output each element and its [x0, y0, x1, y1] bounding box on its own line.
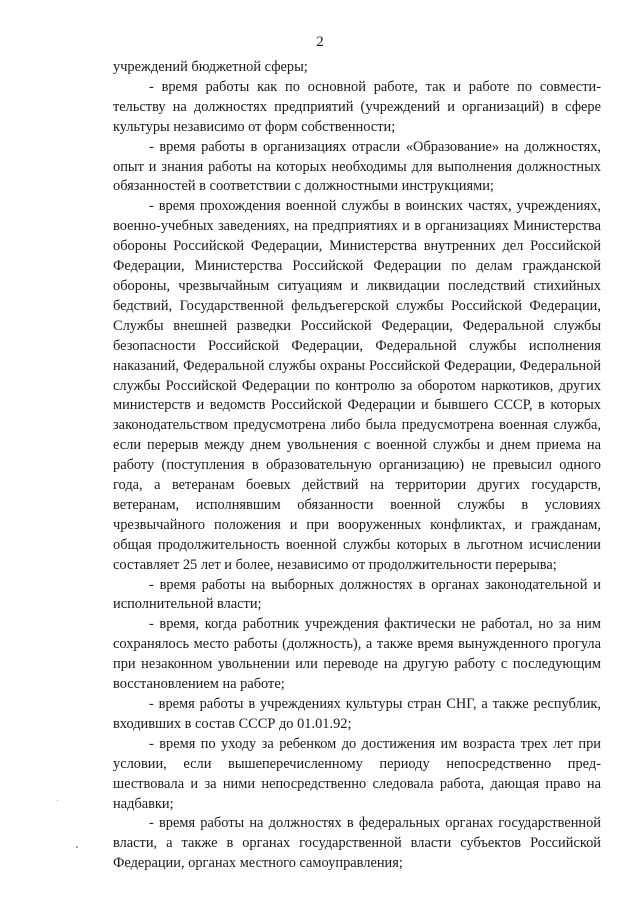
- paragraph-continuation: учреждений бюджетной сферы;: [113, 59, 308, 75]
- paragraph-item: - время по уходу за ребенком до достижения им возраста трех лет при условии, если вышеперечисленному периоду непосредственно предшествовала и за ними непосредственно следовала работа, дающая право на надбавки;: [113, 735, 601, 812]
- paragraph-item: - время, когда работник учреждения фактически не работал, но за ним сохранялось место работы (должность), а также время вынужденного прогула при незаконном увольнении или переводе на другую работу с последующим восстановлением на работе;: [113, 616, 601, 693]
- paragraph-item: - время работы в учреждениях культуры стран СНГ, а также республик, входивших в состав СССР до 01.01.92;: [113, 696, 601, 732]
- paragraph-item: - время работы на выборных должностях в органах законодательной и исполнительной власти;: [113, 576, 601, 613]
- scan-speck: [57, 800, 58, 801]
- paragraph-item: - время прохождения военной службы в воинских частях, учреждениях, военно-учебных заведениях, на предприятиях и в организациях Министерства обороны Российской Федерации, Министерства внутренних дел Российской Федерации, Министерства Российской Федерации по делам гражданской обороны, чрезвычайным ситуациям и ликвидации последствий стихийных бедствий, Государственной фельдъегерской службы Российской Федерации, Службы внешней разведки Российской Федерации, Федеральной службы безопасности Российской Федерации, Федеральной службы исполнения наказаний, Федеральной службы охраны Российской Федерации, Федеральной службы Российской Федерации по контролю за оборотом наркотиков, других министерств и ведомств Российской Федерации и бывшего СССР, в которых законодательством предусмотрена либо была предусмотрена военная служба, если перерыв между днем увольнения с военной службы и днем приема на работу (поступления в образовательную организацию) не превысил одного года, а ветеранам боевых действий на территории других государств, ветеранам, исполнявшим обязанности военной службы в условиях чрезвычайного положения и при вооруженных конфликтах, и гражданам, общая продолжительность военной службы которых в льготном исчислении составляет 25 лет и более, независимо от продолжительности перерыва;: [113, 198, 601, 573]
- page-number: 2: [316, 34, 324, 50]
- document-body: [113, 58, 601, 874]
- paragraph-item: - время работы на должностях в федеральных органах государственной власти, а также в органах государственной власти субъектов Российской Федерации, органах местного самоуправления;: [113, 815, 601, 872]
- paragraph-item: - время работы в организациях отрасли «Образование» на должностях, опыт и знания работы на которых необходимы для выполнения должностных обязанностей в соответствии с должностными инструкциями;: [113, 138, 601, 195]
- paragraph-item: - время работы как по основной работе, так и работе по совместительству на должностях предприятий (учреждений и организаций) в сфере культуры независимо от форм собственности;: [113, 78, 601, 135]
- scan-speck: [76, 846, 78, 848]
